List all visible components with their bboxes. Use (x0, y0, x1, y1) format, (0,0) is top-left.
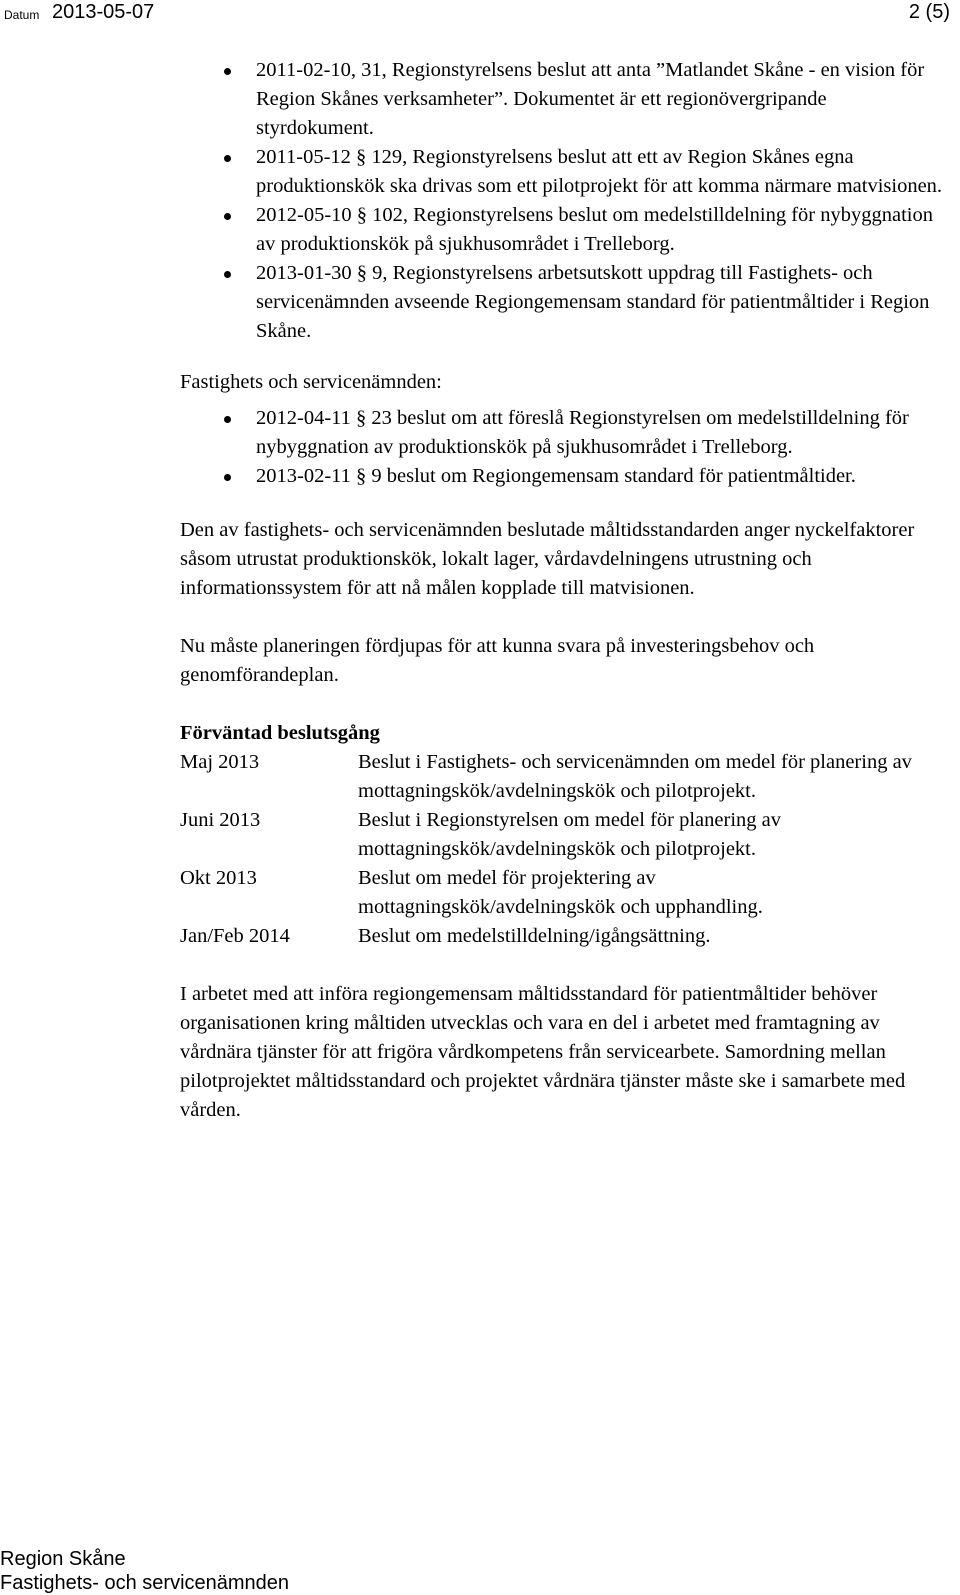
list-item-text: 2013-02-11 § 9 beslut om Regiongemensam standard för patientmåltider. (256, 465, 856, 487)
schedule-date: Juni 2013 (180, 809, 261, 831)
bullet-icon (224, 416, 231, 423)
decision-list (180, 56, 946, 346)
list-item-text: 2011-02-10, 31, Regionstyrelsens beslut att anta ”Matlandet Skåne - en vision för Region Skånes verksamheter”. Dokumentet är ett regionövergripande styrdokument. (256, 59, 925, 139)
body-paragraph: Den av fastighets- och servicenämnden beslutade måltidsstandarden anger nyckelfaktorer såsom utrustat produktionskök, lokalt lager, vårdavdelningens utrustning och informationssystem för att nå målen kopplade till matvisionen. (180, 519, 915, 599)
list-item-text: 2012-04-11 § 23 beslut om att föreslå Regionstyrelsen om medelstilldelning för nybyggnation av produktionskök på sjukhusområdet i Trelleborg. (256, 407, 909, 458)
schedule-decision: Beslut om medel för projektering av mottagningskök/avdelningskök och upphandling. (358, 867, 763, 918)
list-item (180, 201, 946, 259)
list-item (180, 259, 946, 346)
fsn-decision-list (180, 404, 946, 491)
fsn-label: Fastighets och servicenämnden: (180, 371, 442, 393)
closing-paragraph: I arbetet med att införa regiongemensam måltidsstandard för patientmåltider behöver organisationen kring måltiden utvecklas och vara en del i arbetet med framtagning av vårdnära tjänster för att frigöra vårdkompetens från servicearbete. Samordning mellan pilotprojektet måltidsstandard och projektet vårdnära tjänster måste ske i samarbete med vården. (180, 983, 906, 1121)
bullet-icon (224, 155, 231, 162)
table-row (180, 922, 918, 951)
page-footer (0, 1547, 289, 1595)
list-item-text: 2013-01-30 § 9, Regionstyrelsens arbetsutskott uppdrag till Fastighets- och servicenämnden avseende Regiongemensam standard för patientmåltider i Region Skåne. (256, 262, 930, 342)
schedule-date: Maj 2013 (180, 751, 260, 773)
list-item (180, 143, 946, 201)
bullet-icon (224, 68, 231, 75)
bullet-icon (224, 213, 231, 220)
table-row (180, 864, 918, 922)
schedule-date: Okt 2013 (180, 867, 257, 889)
process-schedule (180, 748, 918, 951)
schedule-date: Jan/Feb 2014 (180, 925, 290, 947)
process-heading: Förväntad beslutsgång (180, 722, 380, 744)
list-item-text: 2011-05-12 § 129, Regionstyrelsens beslut att ett av Region Skånes egna produktionskök ska drivas som ett pilotprojekt för att komma närmare matvisionen. (256, 146, 943, 197)
document-body (180, 56, 946, 1154)
footer-org: Region Skåne (0, 1548, 126, 1570)
list-item (180, 56, 946, 143)
table-row (180, 806, 918, 864)
bullet-icon (224, 271, 231, 278)
schedule-decision: Beslut i Fastighets- och servicenämnden om medel för planering av mottagningskök/avdelningskök och pilotprojekt. (358, 751, 912, 802)
body-paragraph: Nu måste planeringen fördjupas för att kunna svara på investeringsbehov och genomförandeplan. (180, 635, 815, 686)
page-header (0, 0, 960, 30)
datum-label: Datum (4, 8, 40, 22)
footer-dept: Fastighets- och servicenämnden (0, 1572, 290, 1594)
schedule-decision: Beslut i Regionstyrelsen om medel för planering av mottagningskök/avdelningskök och pilotprojekt. (358, 809, 782, 860)
list-item (180, 462, 946, 491)
bullet-icon (224, 474, 231, 481)
page-number: 2 (5) (908, 1, 950, 23)
list-item (180, 404, 946, 462)
table-row (180, 748, 918, 806)
document-date: 2013-05-07 (52, 1, 155, 23)
list-item-text: 2012-05-10 § 102, Regionstyrelsens beslut om medelstilldelning för nybyggnation av produktionskök på sjukhusområdet i Trelleborg. (256, 204, 933, 255)
schedule-decision: Beslut om medelstilldelning/igångsättning. (358, 925, 711, 947)
